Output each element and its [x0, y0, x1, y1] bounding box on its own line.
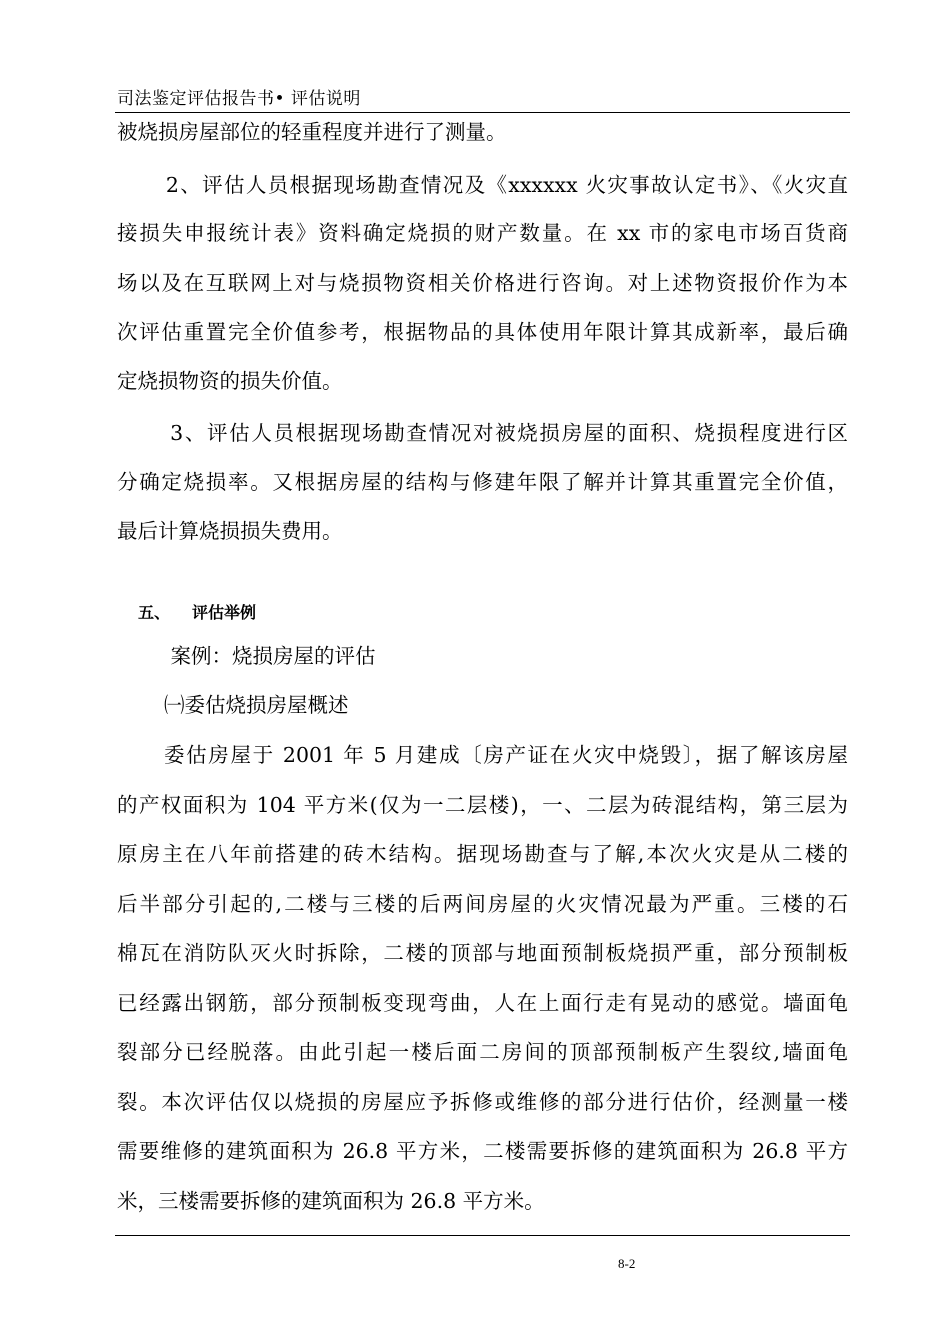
case-line-9: 需要维修的建筑面积为 26.8 平方米，二楼需要拆修的建筑面积为 26.8 平方 [117, 1139, 848, 1163]
body-line-3: 接损失申报统计表》资料确定烧损的财产数量。在 xx 市的家电市场百货商 [117, 221, 848, 245]
section-number: 五、 [138, 603, 171, 622]
case-line-6: 已经露出钢筋，部分预制板变现弯曲，人在上面行走有晃动的感觉。墙面龟 [117, 991, 848, 1015]
body-line-2: 2、评估人员根据现场勘查情况及《xxxxxx 火灾事故认定书》、《火灾直 [144, 173, 848, 197]
body-line-9: 最后计算烧损损失费用。 [117, 519, 343, 543]
body-line-5: 次评估重置完全价值参考，根据物品的具体使用年限计算其成新率，最后确 [117, 320, 848, 344]
page-number: 8-2 [618, 1256, 636, 1271]
case-line-4: 后半部分引起的,二楼与三楼的后两间房屋的火灾情况最为严重。三楼的石 [117, 892, 848, 916]
case-line-1: 委估房屋于 2001 年 5 月建成〔房产证在火灾中烧毁〕，据了解该房屋 [164, 743, 848, 767]
case-line-2: 的产权面积为 104 平方米(仅为一二层楼)，一、二层为砖混结构，第三层为 [117, 793, 848, 817]
section-heading [138, 600, 256, 626]
case-title: 案例：烧损房屋的评估 [150, 644, 376, 668]
body-line-7: 3、评估人员根据现场勘查情况对被烧损房屋的面积、烧损程度进行区 [148, 421, 848, 445]
body-line-1: 被烧损房屋部位的轻重程度并进行了测量。 [117, 120, 507, 144]
footer-divider [115, 1235, 850, 1236]
case-line-3: 原房主在八年前搭建的砖木结构。据现场勘查与了解,本次火灾是从二楼的 [117, 842, 848, 866]
case-line-7: 裂部分已经脱落。由此引起一楼后面二房间的顶部预制板产生裂纹,墙面龟 [117, 1040, 848, 1064]
page-header: 司法鉴定评估报告书• 评估说明 [117, 89, 361, 109]
section-title: 评估举例 [192, 603, 257, 622]
case-line-8: 裂。本次评估仅以烧损的房屋应予拆修或维修的部分进行估价，经测量一楼 [117, 1090, 848, 1114]
body-line-4: 场以及在互联网上对与烧损物资相关价格进行咨询。对上述物资报价作为本 [117, 271, 848, 295]
body-line-6: 定烧损物资的损失价值。 [117, 369, 343, 393]
subsection-title: ㈠委估烧损房屋概述 [164, 693, 349, 717]
case-line-5: 棉瓦在消防队灭火时拆除，二楼的顶部与地面预制板烧损严重，部分预制板 [117, 941, 848, 965]
body-line-8: 分确定烧损率。又根据房屋的结构与修建年限了解并计算其重置完全价值， [117, 470, 848, 494]
case-line-10: 米，三楼需要拆修的建筑面积为 26.8 平方米。 [117, 1189, 545, 1213]
header-divider [115, 112, 850, 113]
